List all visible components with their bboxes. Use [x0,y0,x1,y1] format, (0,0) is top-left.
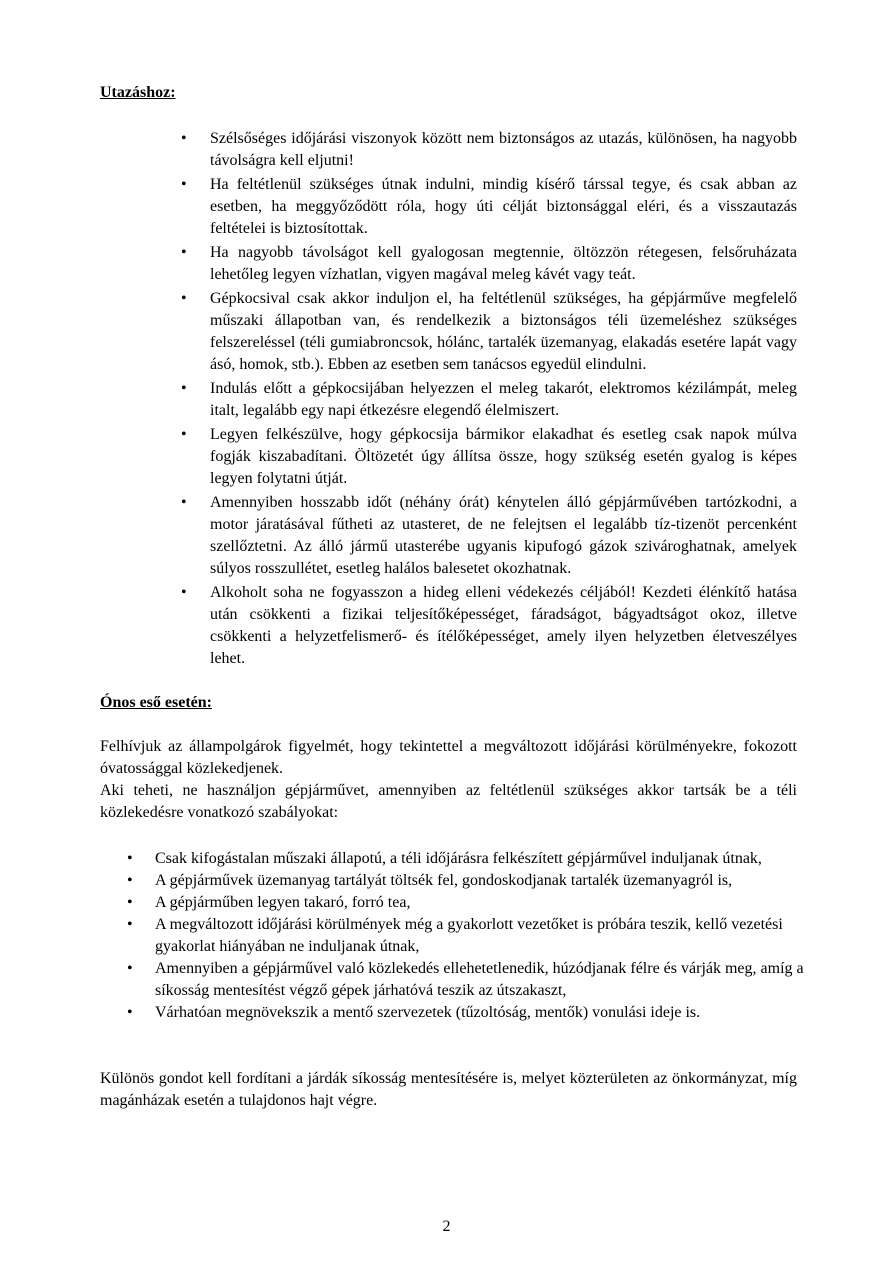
section-heading-freezing-rain: Ónos eső esetén: [100,694,212,711]
closing-paragraph: Különös gondot kell fordítani a járdák síkosság mentesítésére is, melyet közterületen az önkormányzat, míg magánházak esetén a tulajdonos hajt végre. [100,1070,797,1109]
bullet-icon: • [181,426,187,443]
list-item-text: A megváltozott időjárási körülmények még a gyakorlott vezetőket is próbára teszik, kellő vezetési gyakorlat hiányában ne induljanak útnak, [155,916,783,955]
section-heading-travel: Utazáshoz: [100,84,176,101]
list-item [100,128,797,172]
bullet-icon: • [181,494,187,511]
list-item-text: A gépjárműben legyen takaró, forró tea, [155,894,411,911]
list-item-text: Ha nagyobb távolságot kell gyalogosan megtennie, öltözzön rétegesen, felsőruházata lehetőleg legyen vízhatlan, vigyen magával meleg kávét vagy teát. [210,244,797,283]
list-item-text: Alkoholt soha ne fogyasszon a hideg elleni védekezés céljából! Kezdeti élénkítő hatása után csökkenti a fizikai teljesítőképességet, fáradságot, bágyadtságot okoz, illetve csökkenti a helyzetfelismerő- és ítélőképességet, amely ilyen helyzetben életveszélyes lehet. [210,584,797,667]
bullet-icon: • [127,916,133,933]
list-item-text: Amennyiben hosszabb időt (néhány órát) kénytelen álló gépjárművében tartózkodni, a motor járatásával fűtheti az utasteret, de ne felejtsen el legalább tíz-tizenöt percenként szellőztetni. Az álló jármű utasterébe ugyanis kipufogó gázok szivároghatnak, amelyek súlyos rosszullétet, esetleg halálos balesetet okozhatnak. [210,494,797,577]
page-number: 2 [442,1218,451,1235]
bullet-icon: • [181,290,187,307]
list-item [100,1002,805,1024]
list-item-text: Ha feltétlenül szükséges útnak indulni, mindig kísérő társsal tegye, és csak abban az esetben, ha meggyőződött róla, hogy úti célját biztonsággal eléri, és a visszautazás feltételei is biztosítottak. [210,176,797,237]
list-item [100,174,797,240]
bullet-icon: • [181,176,187,193]
intro-paragraph: Felhívjuk az állampolgárok figyelmét, hogy tekintettel a megváltozott időjárási körülményekre, fokozott óvatossággal közlekedjenek. [100,738,797,777]
bullet-icon: • [127,850,133,867]
list-item-text: Gépkocsival csak akkor induljon el, ha feltétlenül szükséges, ha gépjárműve megfelelő műszaki állapotban van, és rendelkezik a biztonságos téli üzemeléshez szükséges felszereléssel (téli gumiabroncsok, hólánc, tartalék üzemanyag, elakadás esetére lapát vagy ásó, homok, stb.). Ebben az esetben sem tanácsos egyedül elindulni. [210,290,797,373]
bullet-icon: • [127,1004,133,1021]
list-item-text: Csak kifogástalan műszaki állapotú, a téli időjárásra felkészített gépjárművel induljanak útnak, [155,850,762,867]
list-item [100,424,797,490]
list-item [100,958,805,1002]
list-item [100,492,797,580]
bullet-icon: • [181,380,187,397]
list-item-text: Amennyiben a gépjárművel való közlekedés ellehetetlenedik, húzódjanak félre és várják meg, amíg a síkosság mentesítést végző gépek járhatóvá teszik az útszakaszt, [155,960,804,999]
document-page [100,82,804,1112]
list-item-text: Indulás előtt a gépkocsijában helyezzen el meleg takarót, elektromos kézilámpát, meleg italt, legalább egy napi étkezésre elegendő élelmiszert. [210,380,797,419]
bullet-icon: • [181,130,187,147]
list-item [100,914,805,958]
freezing-rain-section [100,692,804,1112]
list-item [100,288,797,376]
rules-paragraph: Aki teheti, ne használjon gépjárművet, amennyiben az feltétlenül szükséges akkor tartsák be a téli közlekedésre vonatkozó szabályokat: [100,782,797,821]
list-item-text: A gépjárművek üzemanyag tartályát töltsék fel, gondoskodjanak tartalék üzemanyagról is, [155,872,733,889]
list-item-text: Legyen felkészülve, hogy gépkocsija bármikor elakadhat és esetleg csak napok múlva fogják kiszabadítani. Öltözetét úgy állítsa össze, hogy szükség esetén gyalog is képes legyen folytatni útját. [210,426,797,487]
list-item [100,242,797,286]
bullet-icon: • [181,244,187,261]
list-item [100,870,805,892]
bullet-icon: • [127,960,133,977]
driving-rules-list [100,848,804,1024]
list-item [100,378,797,422]
list-item-text: Szélsőséges időjárási viszonyok között nem biztonságos az utazás, különösen, ha nagyobb távolságra kell eljutni! [210,130,797,169]
list-item [100,848,805,870]
bullet-icon: • [127,872,133,889]
list-item-text: Várhatóan megnövekszik a mentő szervezetek (tűzoltóság, mentők) vonulási ideje is. [155,1004,701,1021]
list-item [100,582,797,670]
bullet-icon: • [181,584,187,601]
list-item [100,892,805,914]
bullet-icon: • [127,894,133,911]
travel-advice-list [100,128,797,670]
